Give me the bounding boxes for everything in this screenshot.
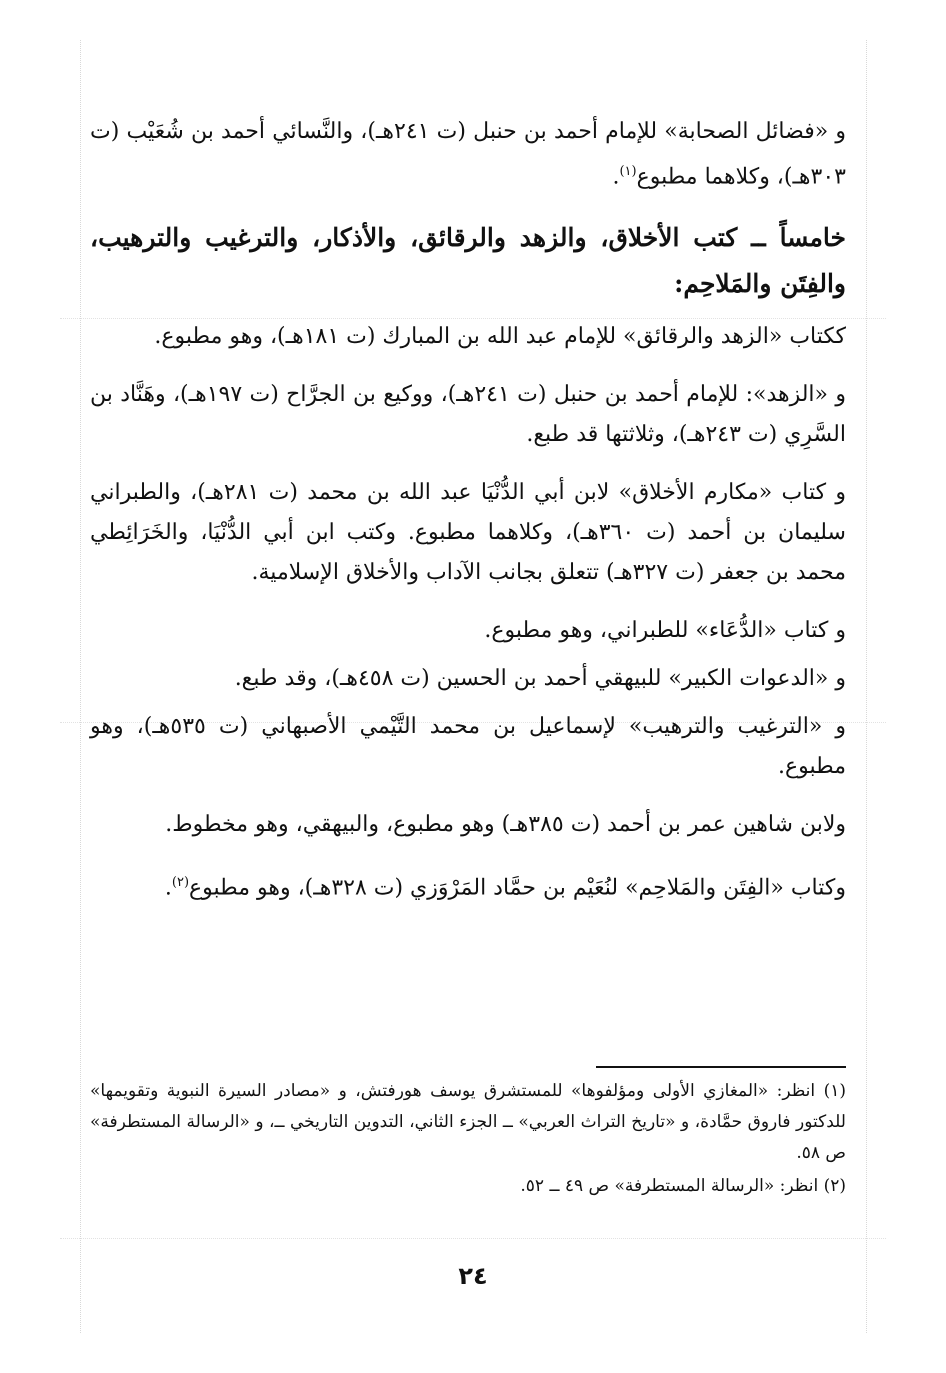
paragraph-shahin: ولابن شاهين عمر بن أحمد (ت ٣٨٥هـ) وهو مطبوع، والبيهقي، وهو مخطوط. [165, 812, 846, 838]
paragraph-zuhd: و «الزهد»: للإمام أحمد بن حنبل (ت ٢٤١هـ)، ووكيع بن الجرَّاح (ت ١٩٧هـ)، وهَنَّاد بن السَّرِي (ت ٢٤٣هـ)، وثلاثتها قد طبع. [90, 382, 846, 448]
main-text [90, 112, 846, 927]
paragraph-fadail-text: و «فضائل الصحابة» للإمام أحمد بن حنبل (ت ٢٤١هـ)، والنَّسائي أحمد بن شُعَيْب (ت ٣٠٣هـ)، وكلاهما مطبوع [90, 119, 846, 190]
footnote-ref-2[interactable]: (٢) [171, 875, 190, 891]
section-heading: خامساً ــ كتب الأخلاق، والزهد والرقائق، والأذكار، والترغيب والترهيب، والفِتَن والمَلاحِم: [90, 223, 846, 299]
paragraph-fitan [90, 863, 846, 908]
paragraph-makarim: و كتاب «مكارم الأخلاق» لابن أبي الدُّنْيَا عبد الله بن محمد (ت ٢٨١هـ)، والطبراني سليمان بن أحمد (ت ٣٦٠هـ)، وكلاهما مطبوع. وكتب ابن أبي الدُّنْيَا، والخَرَائِطي محمد بن جعفر (ت ٣٢٧هـ) تتعلق بجانب الآداب والأخلاق الإسلامية. [90, 480, 847, 586]
paragraph-dua: و كتاب «الدُّعَاء» للطبراني، وهو مطبوع. [484, 618, 846, 644]
footnote-ref-1[interactable]: (١) [619, 164, 637, 179]
footnote-2: (٢) انظر: «الرسالة المستطرفة» ص ٤٩ ــ ٥٢. [520, 1176, 846, 1196]
footnote-separator [596, 1066, 846, 1068]
paragraph-fitan-text: وكتاب «الفِتَن والمَلاحِم» لنُعَيْم بن حمَّاد المَرْوَزي (ت ٣٢٨هـ)، وهو مطبوع [189, 875, 846, 901]
page-number: ٢٤ [458, 1262, 488, 1290]
paragraph-zuhd-mubarak: ككتاب «الزهد والرقائق» للإمام عبد الله بن المبارك (ت ١٨١هـ)، وهو مطبوع. [154, 324, 846, 350]
footnotes [90, 1076, 846, 1204]
paragraph-daawat: و «الدعوات الكبير» للبيهقي أحمد بن الحسين (ت ٤٥٨هـ)، وقد طبع. [234, 666, 846, 692]
scan-guide-right [866, 40, 867, 1333]
scan-guide-h3 [60, 1238, 886, 1239]
paragraph-fitan-end: . [164, 875, 172, 901]
paragraph-fadail [90, 112, 846, 197]
scan-guide-left [80, 40, 81, 1333]
footnote-1: (١) انظر: «المغازي الأولى ومؤلفوها» للمستشرق يوسف هورفتش، و «مصادر السيرة النبوية وتقويمها» للدكتور فاروق حمَّادة، و «تاريخ التراث العربي» ــ الجزء الثاني، التدوين التاريخي ــ، و «الرسالة المستطرفة» ص ٥٨. [90, 1081, 846, 1163]
paragraph-targhib: و «الترغيب والترهيب» لإسماعيل بن محمد التَّيْمي الأصبهاني (ت ٥٣٥هـ)، وهو مطبوع. [90, 714, 846, 780]
paragraph-fadail-end: . [612, 164, 620, 190]
